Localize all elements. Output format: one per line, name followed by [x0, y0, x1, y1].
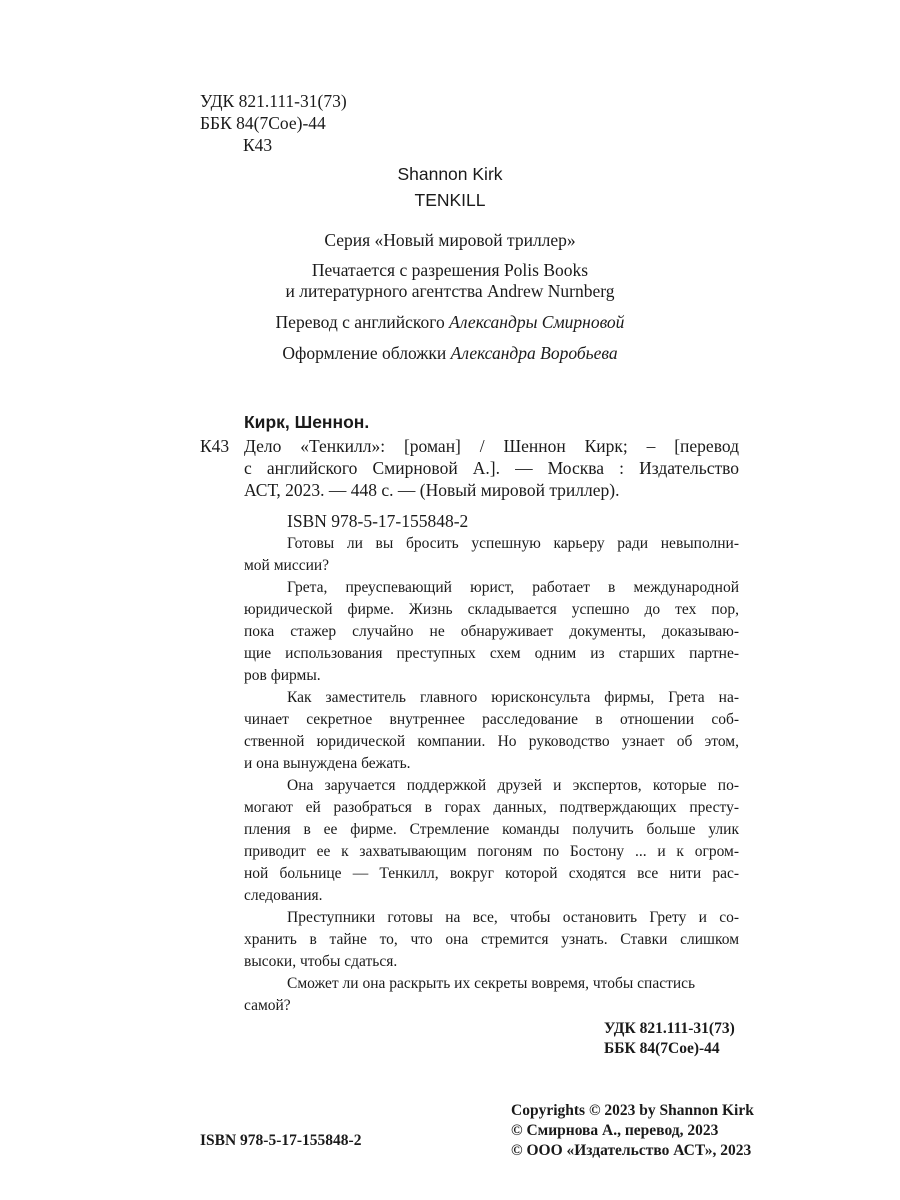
annotation-line: хранить в тайне то, что она стремится узнать. Ставки слишком	[244, 931, 739, 948]
footer-bbk-code: ББК 84(7Сое)-44	[604, 1040, 720, 1057]
title-en: TENKILL	[414, 190, 486, 210]
catalog-entry-line: с английского Смирновой А.]. — Москва : Издательство	[244, 458, 739, 478]
bottom-isbn: ISBN 978-5-17-155848-2	[200, 1132, 362, 1149]
annotation-line: юридической фирме. Жизнь складывается успешно до тех пор,	[244, 601, 739, 618]
annotation-line: ной больнице — Тенкилл, вокруг которой сходятся все нити рас-	[244, 865, 739, 882]
annotation-line: пления в ее фирме. Стремление команды получить больше улик	[244, 821, 739, 838]
annotation-line: чинает секретное внутреннее расследование в отношении соб-	[244, 711, 739, 728]
annotation-line: пока стажер случайно не обнаруживает документы, доказываю-	[244, 623, 739, 640]
permission-line-1: Печатается с разрешения Polis Books	[311, 260, 589, 280]
annotation-line: самой?	[244, 997, 291, 1014]
copyright-line-2: © Смирнова А., перевод, 2023	[511, 1122, 719, 1139]
annotation-line: высоки, чтобы сдаться.	[244, 953, 398, 970]
annotation-line: могают ей разобраться в горах данных, подтверждающих престу-	[244, 799, 739, 816]
annotation-line: Готовы ли вы бросить успешную карьеру ради невыполни-	[287, 535, 739, 552]
catalog-mark: К43	[200, 436, 230, 456]
permission-line-2: и литературного агентства Andrew Nurnberg	[285, 281, 615, 301]
author-mark: К43	[243, 135, 273, 155]
annotation-line: Как заместитель главного юрисконсульта фирмы, Грета на-	[287, 689, 739, 706]
annotation-line: и она вынуждена бежать.	[244, 755, 411, 772]
annotation-line: Сможет ли она раскрыть их секреты вовремя, чтобы спастись	[287, 975, 696, 992]
udk-code: УДК 821.111-31(73)	[200, 91, 347, 111]
annotation-line: Преступники готовы на все, чтобы остановить Грету и со-	[287, 909, 739, 926]
catalog-isbn: ISBN 978-5-17-155848-2	[287, 511, 469, 531]
annotation-line: следования.	[244, 887, 323, 904]
cover-prefix: Оформление обложки	[282, 343, 447, 363]
annotation-line: щие использования преступных схем одним из старших партне-	[244, 645, 739, 662]
cover-credit	[0, 342, 900, 364]
translator-name: Александры Смирновой	[449, 312, 625, 332]
author-name-en: Shannon Kirk	[397, 164, 503, 184]
bbk-code: ББК 84(7Сое)-44	[200, 113, 326, 133]
copyright-line-1: Copyrights © 2023 by Shannon Kirk	[511, 1102, 754, 1119]
annotation-line: ров фирмы.	[244, 667, 321, 684]
translation-credit	[0, 311, 900, 333]
annotation-line: приводит ее к захватывающим погоням по Бостону ... и к огром-	[244, 843, 739, 860]
series-line: Серия «Новый мировой триллер»	[324, 230, 576, 250]
catalog-entry-line: Дело «Тенкилл»: [роман] / Шеннон Кирк; – [перевод	[244, 436, 739, 456]
cover-artist-name: Александра Воробьева	[450, 343, 618, 363]
annotation-line: мой миссии?	[244, 557, 330, 574]
annotation-line: ственной юридической компании. Но руководство узнает об этом,	[244, 733, 739, 750]
annotation-line: Грета, преуспевающий юрист, работает в международной	[287, 579, 739, 596]
footer-udk-code: УДК 821.111-31(73)	[604, 1020, 735, 1037]
copyright-line-3: © ООО «Издательство АСТ», 2023	[511, 1142, 752, 1159]
annotation-line: Она заручается поддержкой друзей и экспертов, которые по-	[287, 777, 739, 794]
catalog-heading: Кирк, Шеннон.	[244, 412, 370, 432]
translation-prefix: Перевод с английского	[275, 312, 445, 332]
catalog-entry-line: АСТ, 2023. — 448 с. — (Новый мировой триллер).	[244, 480, 620, 500]
